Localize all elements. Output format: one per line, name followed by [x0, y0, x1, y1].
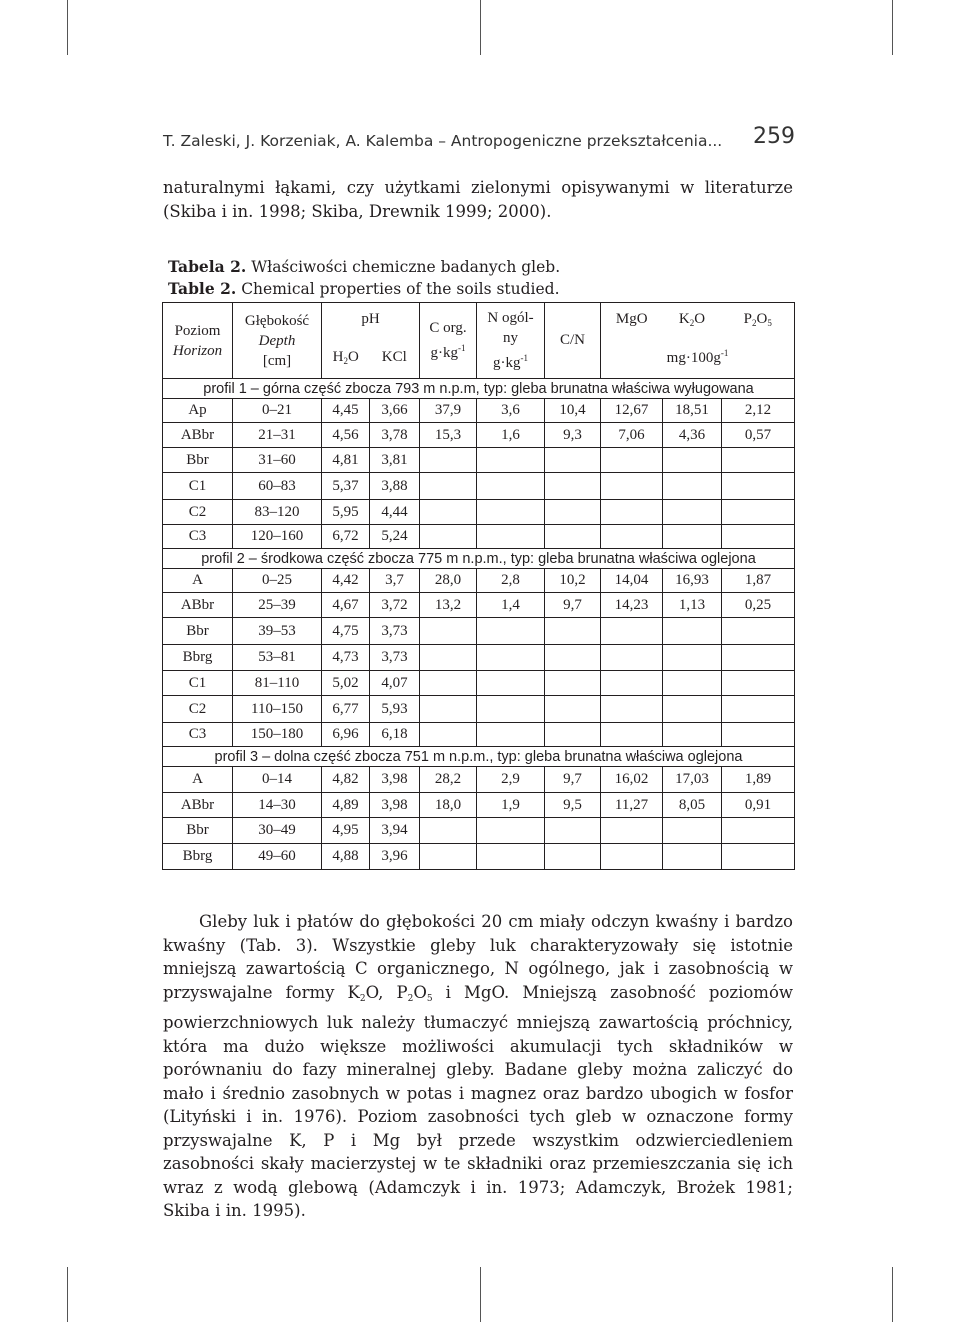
horizon-cell: Bbrg	[163, 844, 233, 870]
profile-title: profil 2 – środkowa część zbocza 775 m n.p.m., typ: gleba brunatna właściwa oglejona	[163, 549, 795, 569]
caption-pl-text: Właściwości chemiczne badanych gleb.	[246, 258, 561, 276]
table-cell: 21–31	[233, 423, 322, 448]
table-cell: 9,7	[545, 767, 601, 793]
table-row	[163, 844, 795, 870]
table-cell	[477, 723, 545, 747]
table-cell: 2,9	[477, 767, 545, 793]
table-cell: 9,7	[545, 593, 601, 618]
table-cell	[722, 645, 795, 671]
table-cell	[477, 696, 545, 723]
table-cell	[545, 645, 601, 671]
table-cell: 2,12	[722, 399, 795, 423]
table-cell	[477, 645, 545, 671]
table-cell	[545, 696, 601, 723]
table-cell	[663, 696, 722, 723]
table-cell	[477, 618, 545, 645]
table-cell	[601, 844, 663, 870]
table-cell: 9,5	[545, 793, 601, 818]
table-row	[163, 525, 795, 549]
table-cell: 28,2	[420, 767, 477, 793]
table-cell	[545, 500, 601, 525]
table-cell: 6,18	[370, 723, 420, 747]
crop-mark	[480, 1267, 481, 1322]
table-cell: 37,9	[420, 399, 477, 423]
crop-mark	[67, 0, 68, 55]
horizon-cell: ABbr	[163, 423, 233, 448]
running-header	[163, 124, 795, 158]
table-cell: 6,77	[322, 696, 370, 723]
table-cell	[545, 448, 601, 473]
table-cell: 83–120	[233, 500, 322, 525]
table-cell	[601, 723, 663, 747]
table-row	[163, 696, 795, 723]
table-cell: 3,66	[370, 399, 420, 423]
table-row	[163, 723, 795, 747]
table-cell: 30–49	[233, 818, 322, 844]
table-cell	[420, 818, 477, 844]
table-cell: 4,73	[322, 645, 370, 671]
table-cell	[477, 818, 545, 844]
table-cell	[722, 696, 795, 723]
table-cell: 0,57	[722, 423, 795, 448]
table-cell	[722, 723, 795, 747]
intro-paragraph: naturalnymi łąkami, czy użytkami zielonymi opisywanymi w literaturze (Skiba i in. 1998; Skiba, Drewnik 1999; 2000).	[163, 178, 793, 221]
crop-mark	[67, 1267, 68, 1322]
table-cell	[601, 671, 663, 696]
table-cell: 4,88	[322, 844, 370, 870]
profile-title: profil 1 – górna część zbocza 793 m n.p.m, typ: gleba brunatna właściwa wyługowana	[163, 379, 795, 399]
table-cell: 14,04	[601, 569, 663, 593]
header-mg-unit: $mg\cdot 100g^{-1}$	[601, 337, 795, 379]
table-cell	[601, 618, 663, 645]
table-cell: 6,72	[322, 525, 370, 549]
profile-title: profil 3 – dolna część zbocza 751 m n.p.m., typ: gleba brunatna właściwa oglejona	[163, 747, 795, 767]
table-cell	[420, 500, 477, 525]
crop-mark	[480, 0, 481, 55]
table-cell	[477, 844, 545, 870]
table-row	[163, 569, 795, 593]
horizon-cell: C3	[163, 723, 233, 747]
table-cell	[545, 618, 601, 645]
table-cell	[420, 696, 477, 723]
table-cell: 3,78	[370, 423, 420, 448]
table-cell: 17,03	[663, 767, 722, 793]
table-row	[163, 818, 795, 844]
caption-en-text: Chemical properties of the soils studied.	[236, 280, 560, 298]
table-cell: 3,98	[370, 793, 420, 818]
soil-properties-table	[162, 302, 795, 870]
table-caption-en	[168, 279, 560, 298]
table-cell: 120–160	[233, 525, 322, 549]
header-corg: C org. $g\cdot kg^{-1}$	[420, 303, 477, 379]
table-cell	[722, 818, 795, 844]
horizon-cell: Bbr	[163, 618, 233, 645]
table-cell: 4,82	[322, 767, 370, 793]
table-cell: 3,73	[370, 645, 420, 671]
table-cell	[663, 671, 722, 696]
table-cell: 14,23	[601, 593, 663, 618]
table-cell: 5,93	[370, 696, 420, 723]
table-header-row-1	[163, 303, 795, 337]
table-cell	[601, 645, 663, 671]
table-cell: 14–30	[233, 793, 322, 818]
table-cell: 5,02	[322, 671, 370, 696]
table-cell	[477, 525, 545, 549]
table-cell: 28,0	[420, 569, 477, 593]
table-cell: 4,07	[370, 671, 420, 696]
horizon-cell: ABbr	[163, 593, 233, 618]
table-cell: 18,51	[663, 399, 722, 423]
table-cell: 5,37	[322, 473, 370, 500]
table-cell	[477, 500, 545, 525]
table-row	[163, 645, 795, 671]
table-row	[163, 423, 795, 448]
table-cell: 9,3	[545, 423, 601, 448]
header-cn: C/N	[545, 303, 601, 379]
table-cell: 16,02	[601, 767, 663, 793]
table-cell	[722, 671, 795, 696]
table-cell: 31–60	[233, 448, 322, 473]
horizon-cell: Bbr	[163, 818, 233, 844]
horizon-cell: Bbr	[163, 448, 233, 473]
table-cell	[545, 723, 601, 747]
table-cell	[477, 473, 545, 500]
table-cell	[722, 525, 795, 549]
table-cell: 8,05	[663, 793, 722, 818]
profile-title-row	[163, 379, 795, 399]
horizon-cell: Ap	[163, 399, 233, 423]
table-cell	[420, 525, 477, 549]
table-cell	[663, 473, 722, 500]
table-cell: 7,06	[601, 423, 663, 448]
table-cell: 1,6	[477, 423, 545, 448]
table-cell	[663, 645, 722, 671]
crop-mark	[892, 0, 893, 55]
table-cell: 4,89	[322, 793, 370, 818]
table-cell	[663, 818, 722, 844]
running-title: T. Zaleski, J. Korzeniak, A. Kalemba – Antropogeniczne przekształcenia...	[163, 132, 723, 150]
table-cell: 3,96	[370, 844, 420, 870]
table-cell	[601, 696, 663, 723]
table-cell: 15,3	[420, 423, 477, 448]
table-cell	[420, 448, 477, 473]
profile-title-row	[163, 747, 795, 767]
table-cell: 4,81	[322, 448, 370, 473]
table-cell: 0–14	[233, 767, 322, 793]
table-cell: 0,91	[722, 793, 795, 818]
table-cell: 13,2	[420, 593, 477, 618]
table-row	[163, 618, 795, 645]
horizon-cell: C1	[163, 671, 233, 696]
header-ph-h2o: $H_2O$	[322, 337, 370, 379]
table-cell: 4,56	[322, 423, 370, 448]
table-cell: 3,94	[370, 818, 420, 844]
table-cell: 4,75	[322, 618, 370, 645]
table-cell: 39–53	[233, 618, 322, 645]
horizon-cell: A	[163, 569, 233, 593]
crop-mark	[892, 1267, 893, 1322]
table-cell: 3,72	[370, 593, 420, 618]
table-cell: 1,4	[477, 593, 545, 618]
table-cell: 4,42	[322, 569, 370, 593]
table-cell	[663, 618, 722, 645]
table-cell	[420, 618, 477, 645]
horizon-cell: C2	[163, 500, 233, 525]
table-row	[163, 473, 795, 500]
table-cell: 3,7	[370, 569, 420, 593]
table-cell: 4,45	[322, 399, 370, 423]
table-cell: 18,0	[420, 793, 477, 818]
table-cell: 3,6	[477, 399, 545, 423]
table-cell: 4,36	[663, 423, 722, 448]
table-cell	[477, 671, 545, 696]
table-cell	[722, 844, 795, 870]
page-number: 259	[753, 124, 795, 149]
table-cell: 3,81	[370, 448, 420, 473]
table-cell: 49–60	[233, 844, 322, 870]
table-cell: 1,87	[722, 569, 795, 593]
header-mgo: MgO	[601, 303, 663, 337]
table-cell	[545, 844, 601, 870]
table-cell	[601, 448, 663, 473]
profile-title-row	[163, 549, 795, 569]
table-cell: 3,88	[370, 473, 420, 500]
horizon-cell: A	[163, 767, 233, 793]
table-cell: 10,2	[545, 569, 601, 593]
table-cell: 16,93	[663, 569, 722, 593]
table-cell	[601, 500, 663, 525]
table-cell	[477, 448, 545, 473]
table-cell: 81–110	[233, 671, 322, 696]
header-p2o5: $P_2O_5$	[722, 303, 795, 337]
table-cell	[601, 473, 663, 500]
table-cell	[722, 500, 795, 525]
table-row	[163, 500, 795, 525]
table-cell	[545, 525, 601, 549]
table-cell	[420, 473, 477, 500]
table-cell: 150–180	[233, 723, 322, 747]
header-ph: pH	[322, 303, 420, 337]
table-cell: 4,95	[322, 818, 370, 844]
table-cell: 5,95	[322, 500, 370, 525]
table-cell: 53–81	[233, 645, 322, 671]
table-row	[163, 793, 795, 818]
table-cell	[420, 671, 477, 696]
table-cell	[722, 473, 795, 500]
caption-en-label: Table 2.	[168, 279, 237, 298]
table-cell	[420, 723, 477, 747]
table-cell	[663, 448, 722, 473]
table-cell	[545, 818, 601, 844]
table-cell: 12,67	[601, 399, 663, 423]
table-cell: 10,4	[545, 399, 601, 423]
table-cell: 60–83	[233, 473, 322, 500]
table-cell: 1,13	[663, 593, 722, 618]
horizon-cell: Bbrg	[163, 645, 233, 671]
table-cell	[663, 500, 722, 525]
table-cell: 4,44	[370, 500, 420, 525]
table-cell	[420, 645, 477, 671]
table-cell	[601, 818, 663, 844]
body-paragraph: Gleby luk i płatów do głębokości 20 cm miały odczyn kwaśny i bardzo kwaśny (Tab. 3). Wszystkie gleby luk charakteryzowały się istotnie mniejszą zawartością C organicznego, N ogólnego, jak i zasobnością w przyswajalne formy $K_2O$, $P_2O_5$ i MgO. Mniejszą zasobność poziomów powierzchniowych luk należy tłumaczyć mniejszą zawartością próchnicy, która ma dużo większe możliwości akumulacji tych składników w porównaniu do fazy mineralnej gleby. Badane gleby można zaliczyć do mało i średnio zasobnych w potas i magnez oraz bardzo ubogich w fosfor (Lityński i in. 1976). Poziom zasobności tych gleb w oznaczone formy przyswajalne K, P i Mg był przede wszystkim odzwierciedleniem zasobności skały macierzystej w te składniki oraz przemieszczania się ich wraz z wodą glebową (Adamczyk i in. 1973; Adamczyk, Brożek 1981; Skiba i in. 1995).	[163, 912, 794, 1220]
horizon-cell: ABbr	[163, 793, 233, 818]
caption-pl-label: Tabela 2.	[168, 257, 247, 276]
horizon-cell: C3	[163, 525, 233, 549]
header-k2o: $K_2O$	[663, 303, 722, 337]
table-cell: 11,27	[601, 793, 663, 818]
header-ph-kcl: KCl	[370, 337, 420, 379]
table-cell: 0,25	[722, 593, 795, 618]
table-cell: 6,96	[322, 723, 370, 747]
table-cell: 3,98	[370, 767, 420, 793]
table-cell: 1,9	[477, 793, 545, 818]
table-cell: 1,89	[722, 767, 795, 793]
table-row	[163, 399, 795, 423]
table-cell: 25–39	[233, 593, 322, 618]
header-horizon: Poziom Horizon	[163, 303, 233, 379]
header-depth: Głębokość Depth [cm]	[233, 303, 322, 379]
table-cell: 0–21	[233, 399, 322, 423]
table-cell	[722, 448, 795, 473]
table-cell: 5,24	[370, 525, 420, 549]
table-cell	[663, 525, 722, 549]
table-cell	[663, 844, 722, 870]
table-cell	[420, 844, 477, 870]
table-cell: 110–150	[233, 696, 322, 723]
table-cell: 3,73	[370, 618, 420, 645]
table-cell	[545, 473, 601, 500]
header-n-total: N ogól- ny $g\cdot kg^{-1}$	[477, 303, 545, 379]
table-row	[163, 767, 795, 793]
horizon-cell: C1	[163, 473, 233, 500]
table-cell	[601, 525, 663, 549]
table-row	[163, 593, 795, 618]
table-cell	[545, 671, 601, 696]
table-cell: 2,8	[477, 569, 545, 593]
horizon-cell: C2	[163, 696, 233, 723]
table-row	[163, 671, 795, 696]
table-cell	[722, 618, 795, 645]
table-cell: 4,67	[322, 593, 370, 618]
table-cell: 0–25	[233, 569, 322, 593]
table-caption-pl	[168, 257, 560, 276]
table-row	[163, 448, 795, 473]
table-cell	[663, 723, 722, 747]
